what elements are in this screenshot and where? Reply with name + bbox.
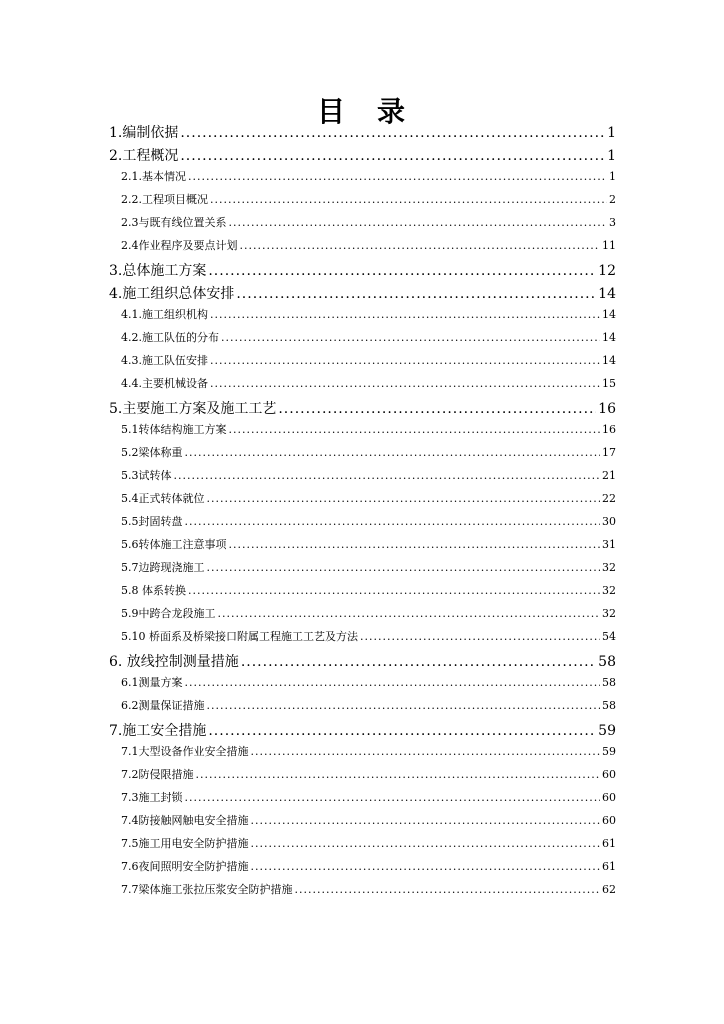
toc-entry-page: 16 xyxy=(598,401,616,417)
toc-entry[interactable] xyxy=(109,881,616,904)
toc-dot-leader xyxy=(295,883,601,896)
toc-entry-title: 5.1转体结构施工方案 xyxy=(121,423,227,436)
toc-entry[interactable] xyxy=(109,375,616,398)
toc-entry-title: 5.9中跨合龙段施工 xyxy=(121,607,216,620)
toc-dot-leader xyxy=(207,561,601,574)
toc-dot-leader xyxy=(185,515,601,528)
toc-entry-page: 61 xyxy=(602,860,616,873)
toc-dot-leader xyxy=(229,423,601,436)
toc-entry-title: 7.7梁体施工张拉压浆安全防护措施 xyxy=(121,883,293,896)
toc-dot-leader xyxy=(210,308,600,321)
toc-entry[interactable] xyxy=(109,582,616,605)
toc-dot-leader xyxy=(210,377,600,390)
toc-entry-page: 1 xyxy=(607,125,616,141)
toc-entry-title: 2.1.基本情况 xyxy=(121,170,186,183)
toc-entry-page: 58 xyxy=(598,654,616,670)
toc-entry-title: 7.施工安全措施 xyxy=(109,723,207,739)
toc-entry[interactable] xyxy=(109,122,616,145)
toc-entry-page: 14 xyxy=(602,331,616,344)
toc-entry-title: 4.2.施工队伍的分布 xyxy=(121,331,219,344)
toc-dot-leader xyxy=(188,584,600,597)
toc-entry[interactable] xyxy=(109,858,616,881)
toc-entry-title: 1.编制依据 xyxy=(109,125,179,141)
toc-dot-leader xyxy=(180,148,605,164)
toc-entry-page: 14 xyxy=(602,308,616,321)
toc-entry-page: 14 xyxy=(598,286,616,302)
toc-entry[interactable] xyxy=(109,191,616,214)
toc-dot-leader xyxy=(207,492,601,505)
toc-entry-title: 5.10 桥面系及桥梁接口附属工程施工工艺及方法 xyxy=(121,630,358,643)
toc-entry[interactable] xyxy=(109,766,616,789)
toc-entry-page: 59 xyxy=(598,723,616,739)
toc-entry-page: 15 xyxy=(602,377,616,390)
toc-entry[interactable] xyxy=(109,559,616,582)
toc-entry-title: 2.4作业程序及要点计划 xyxy=(121,239,238,252)
toc-entry[interactable] xyxy=(109,214,616,237)
toc-dot-leader xyxy=(208,263,596,279)
toc-entry-page: 11 xyxy=(602,239,616,252)
toc-entry[interactable] xyxy=(109,536,616,559)
toc-entry-page: 16 xyxy=(602,423,616,436)
toc-entry-title: 7.2防侵限措施 xyxy=(121,768,194,781)
toc-entry-page: 2 xyxy=(609,193,616,206)
toc-entry[interactable] xyxy=(109,398,616,421)
toc-entry-title: 2.工程概况 xyxy=(109,148,179,164)
page-title: 目 录 xyxy=(316,95,407,128)
toc-entry-page: 58 xyxy=(602,676,616,689)
toc-dot-leader xyxy=(240,239,601,252)
toc-entry-page: 58 xyxy=(602,699,616,712)
toc-dot-leader xyxy=(278,401,596,417)
toc-entry-page: 1 xyxy=(607,148,616,164)
toc-entry[interactable] xyxy=(109,421,616,444)
toc-dot-leader xyxy=(185,446,601,459)
toc-entry[interactable] xyxy=(109,628,616,651)
toc-entry[interactable] xyxy=(109,697,616,720)
toc-entry-page: 14 xyxy=(602,354,616,367)
toc-entry-page: 62 xyxy=(602,883,616,896)
toc-entry-page: 32 xyxy=(602,584,616,597)
toc-entry-title: 7.3施工封锁 xyxy=(121,791,183,804)
toc-entry-title: 6.2测量保证措施 xyxy=(121,699,205,712)
toc-entry-title: 6.1测量方案 xyxy=(121,676,183,689)
toc-entry-page: 30 xyxy=(602,515,616,528)
toc-entry[interactable] xyxy=(109,306,616,329)
toc-dot-leader xyxy=(251,745,601,758)
toc-dot-leader xyxy=(207,699,601,712)
toc-dot-leader xyxy=(251,837,601,850)
toc-entry[interactable] xyxy=(109,812,616,835)
toc-entry-title: 7.5施工用电安全防护措施 xyxy=(121,837,249,850)
toc-dot-leader xyxy=(251,814,601,827)
toc-entry-title: 5.8 体系转换 xyxy=(121,584,186,597)
toc-entry-page: 17 xyxy=(602,446,616,459)
toc-entry[interactable] xyxy=(109,513,616,536)
table-of-contents xyxy=(109,122,616,904)
toc-entry-title: 2.2.工程项目概况 xyxy=(121,193,208,206)
toc-entry[interactable] xyxy=(109,674,616,697)
toc-entry[interactable] xyxy=(109,237,616,260)
toc-entry[interactable] xyxy=(109,260,616,283)
toc-dot-leader xyxy=(210,193,607,206)
toc-entry[interactable] xyxy=(109,651,616,674)
toc-dot-leader xyxy=(218,607,601,620)
toc-dot-leader xyxy=(236,286,596,302)
toc-dot-leader xyxy=(251,860,601,873)
toc-entry-title: 5.3试转体 xyxy=(121,469,172,482)
toc-entry-page: 60 xyxy=(602,768,616,781)
toc-dot-leader xyxy=(188,170,607,183)
toc-entry-page: 12 xyxy=(598,263,616,279)
toc-entry-page: 3 xyxy=(609,216,616,229)
toc-entry-title: 5.5封固转盘 xyxy=(121,515,183,528)
toc-entry[interactable] xyxy=(109,352,616,375)
toc-entry-title: 5.6转体施工注意事项 xyxy=(121,538,227,551)
toc-entry[interactable] xyxy=(109,743,616,766)
toc-entry-title: 5.7边跨现浇施工 xyxy=(121,561,205,574)
toc-entry-title: 4.3.施工队伍安排 xyxy=(121,354,208,367)
toc-entry[interactable] xyxy=(109,145,616,168)
toc-entry[interactable] xyxy=(109,467,616,490)
toc-entry-page: 61 xyxy=(602,837,616,850)
toc-entry-title: 7.4防接触网触电安全措施 xyxy=(121,814,249,827)
toc-entry-page: 32 xyxy=(602,561,616,574)
toc-entry-page: 54 xyxy=(602,630,616,643)
toc-entry[interactable] xyxy=(109,168,616,191)
toc-entry[interactable] xyxy=(109,789,616,812)
toc-dot-leader xyxy=(196,768,601,781)
toc-entry-page: 1 xyxy=(609,170,616,183)
toc-entry-page: 21 xyxy=(602,469,616,482)
toc-entry-title: 3.总体施工方案 xyxy=(109,263,207,279)
toc-entry-page: 59 xyxy=(602,745,616,758)
toc-dot-leader xyxy=(210,354,600,367)
toc-entry[interactable] xyxy=(109,444,616,467)
toc-entry-page: 22 xyxy=(602,492,616,505)
toc-dot-leader xyxy=(185,676,601,689)
toc-entry[interactable] xyxy=(109,283,616,306)
toc-entry-page: 32 xyxy=(602,607,616,620)
toc-dot-leader xyxy=(208,723,596,739)
toc-entry[interactable] xyxy=(109,720,616,743)
toc-entry-page: 60 xyxy=(602,814,616,827)
toc-entry[interactable] xyxy=(109,490,616,513)
toc-entry-title: 7.6夜间照明安全防护措施 xyxy=(121,860,249,873)
toc-entry-page: 31 xyxy=(602,538,616,551)
toc-entry[interactable] xyxy=(109,835,616,858)
toc-entry-title: 5.2梁体称重 xyxy=(121,446,183,459)
toc-entry-title: 6. 放线控制测量措施 xyxy=(109,654,239,670)
toc-dot-leader xyxy=(229,538,601,551)
toc-dot-leader xyxy=(180,125,605,141)
toc-dot-leader xyxy=(221,331,600,344)
toc-entry-title: 5.4正式转体就位 xyxy=(121,492,205,505)
toc-dot-leader xyxy=(229,216,608,229)
toc-entry[interactable] xyxy=(109,329,616,352)
toc-dot-leader xyxy=(185,791,601,804)
toc-dot-leader xyxy=(174,469,601,482)
toc-entry[interactable] xyxy=(109,605,616,628)
toc-entry-title: 5.主要施工方案及施工工艺 xyxy=(109,401,277,417)
toc-entry-title: 4.4.主要机械设备 xyxy=(121,377,208,390)
toc-entry-page: 60 xyxy=(602,791,616,804)
toc-entry-title: 4.1.施工组织机构 xyxy=(121,308,208,321)
toc-entry-title: 4.施工组织总体安排 xyxy=(109,286,235,302)
toc-entry-title: 7.1大型设备作业安全措施 xyxy=(121,745,249,758)
toc-dot-leader xyxy=(241,654,596,670)
toc-dot-leader xyxy=(360,630,600,643)
toc-entry-title: 2.3与既有线位置关系 xyxy=(121,216,227,229)
